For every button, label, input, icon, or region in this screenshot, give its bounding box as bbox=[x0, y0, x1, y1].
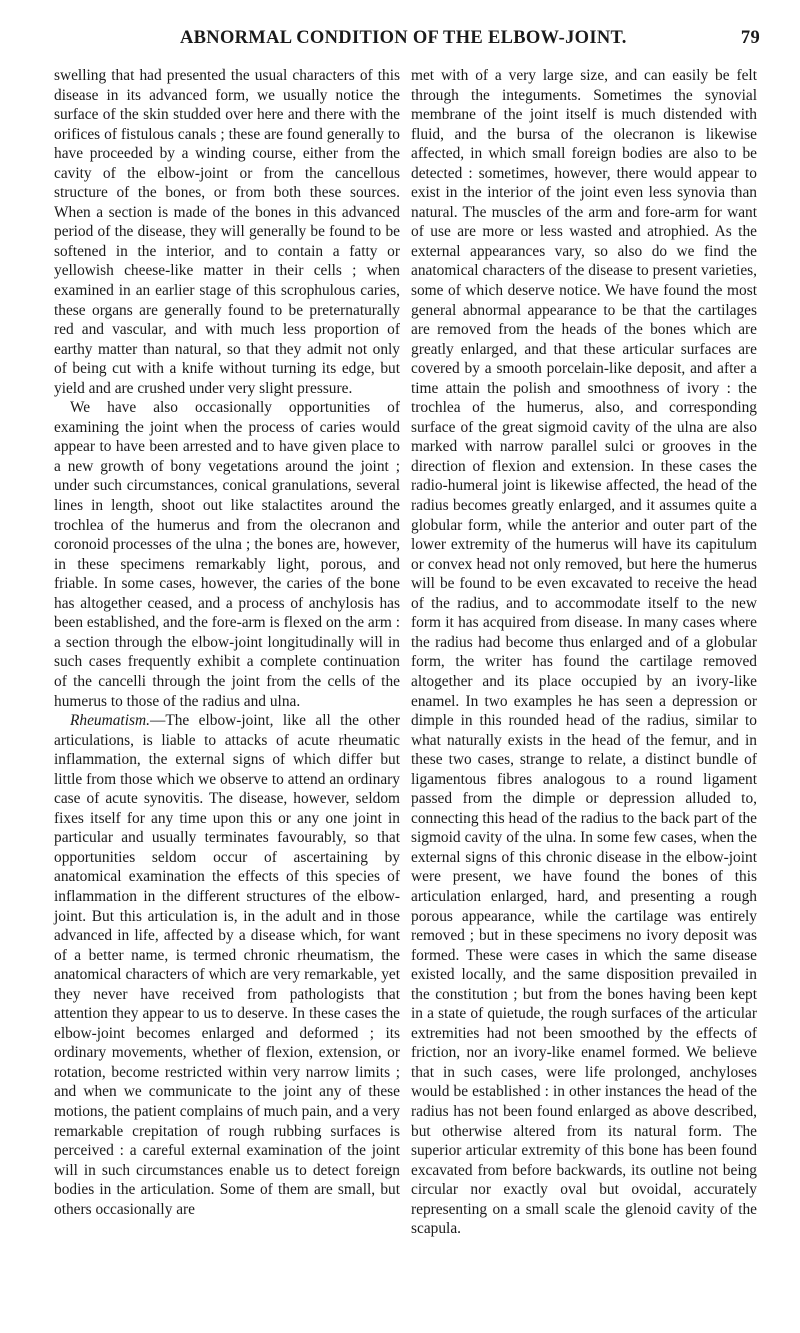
paragraph-foreign-bodies: met with of a very large size, and can easily be felt through the integuments. Sometimes the synovial membrane of the joint itself is much distended with fluid, and the bursa of the olecranon is likewise affected, in which small foreign bodies are also to be detected : sometimes, however, there would appear to exist in the interior of the joint even less synovia than natural. The muscles of the arm and fore-arm for want of use are more or less wasted and atrophied. As the external appearances vary, so also do we find the anatomical characters of the disease to present varieties, some of which deserve notice. We have found the most general abnormal appearance to be that the cartilages are removed from the heads of the bones which are greatly enlarged, and that these articular surfaces are covered by a smooth porcelain-like deposit, and after a time attain the polish and smoothness of ivory : the trochlea of the humerus, also, and corresponding surface of the great sigmoid cavity of the ulna are also marked with narrow parallel sulci or grooves in the direction of flexion and extension. In these cases the radio-humeral joint is likewise affected, the head of the radius becomes greatly enlarged, and it assumes quite a globular form, while the anterior and outer part of the lower extremity of the humerus will have its capitulum or convex head not only removed, but here the humerus will be found to be even excavated to receive the head of the radius, and to accommodate itself to the new form it has acquired from disease. In many cases where the radius had become thus enlarged and of a globular form, the writer has found the cartilage removed altogether and its place occupied by an ivory-like enamel. In two examples he has seen a depression or dimple in this rounded head of the radius, similar to what naturally exists in the head of the femur, and in these two cases, strange to relate, a distinct bundle of ligamentous fibres analogous to a round ligament passed from the dimple or depression alluded to, connecting this head of the radius to the back part of the sigmoid cavity of the ulna. In some few cases, when the external signs of this chronic disease in the elbow-joint were present, we have found the bones of this articulation enlarged, hard, and presenting a rough porous appearance, while the cartilage was entirely removed ; but in these specimens no ivory deposit was formed. These were cases in which the same disease existed locally, and the same disposition prevailed in the constitution ; but from the bones having been kept in a state of quietude, the rough surfaces of the articular extremities had not been smoothed by the effects of friction, nor an ivory-like enamel formed. We believe that in such cases, were life prolonged, anchyloses would be established : in other instances the head of the radius has not been found enlarged as above described, but otherwise altered from its natural form. The superior articular extremity of this bone has been found excavated from before backwards, its outline not being circular nor exactly oval but ovoidal, accurately representing on a small scale the glenoid cavity of the scapula. bbox=[411, 67, 757, 1238]
paragraph-caries-arrested: We have also occasionally opportunities of examining the joint when the process of caries would appear to have been arrested and to have given place to a new growth of bony vegetations around the joint ; under such circumstances, conical granulations, several lines in length, shoot out like stalactites around the trochlea of the humerus and from the olecranon and coronoid processes of the ulna ; the bones are, however, in these specimens remarkably light, porous, and friable. In some cases, however, the caries of the bone has altogether ceased, and a process of anchylosis has been established, and the fore-arm is flexed on the arm : a section through the elbow-joint longitudinally will in such cases frequently exhibit a complete continuation of the cancelli through the joint from the cells of the humerus to those of the radius and ulna. bbox=[54, 399, 400, 710]
left-column bbox=[54, 66, 400, 1219]
paragraph-rheumatism bbox=[54, 711, 400, 1219]
section-heading-rheumatism: Rheumatism. bbox=[70, 712, 150, 730]
paragraph-rheumatism-text: —The elbow-joint, like all the other articulations, is liable to attacks of acute rheumatic inflammation, the external signs of which differ but little from those which we observe to attend an ordinary case of acute synovitis. The disease, however, seldom fixes itself for any time upon this or any one joint in particular and usually terminates favourably, so that opportunities seldom occur of ascertaining by anatomical examination the effects of this species of inflammation in the different structures of the elbow-joint. But this articulation is, in the adult and in those advanced in life, affected by a disease which, for want of a better name, is termed chronic rheumatism, the anatomical characters of which are very remarkable, yet they never have received from pathologists that attention they appear to us to deserve. In these cases the elbow-joint becomes enlarged and deformed ; its ordinary movements, whether of flexion, extension, or rotation, become restricted within very narrow limits ; and when we communicate to the joint any of these motions, the patient complains of much pain, and a very remarkable crepitation of rough rubbing surfaces is perceived : a careful external examination of the joint will in such circumstances enable us to detect foreign bodies in the articulation. Some of them are small, but others occasionally are bbox=[54, 712, 400, 1218]
paragraph-swelling: swelling that had presented the usual characters of this disease in its advanced form, we usually notice the surface of the skin studded over here and there with the orifices of fistulous canals ; these are found generally to have proceeded by a winding course, either from the cavity of the elbow-joint or from the cancellous structure of the bones, or from both these sources. When a section is made of the bones in this advanced period of the disease, they will generally be found to be softened in the interior, and to contain a fatty or yellowish cheese-like matter in their cells ; when examined in an earlier stage of this scrophulous caries, these organs are generally found to be preternaturally red and vascular, and with much less proportion of earthy matter than natural, so that they admit not only of being cut with a knife without turning its edge, but yield and are crushed under very slight pressure. bbox=[54, 67, 400, 397]
right-column bbox=[411, 66, 757, 1239]
running-header bbox=[40, 28, 760, 52]
page-number: 79 bbox=[740, 28, 760, 48]
page-title: ABNORMAL CONDITION OF THE ELBOW-JOINT. bbox=[180, 28, 627, 48]
